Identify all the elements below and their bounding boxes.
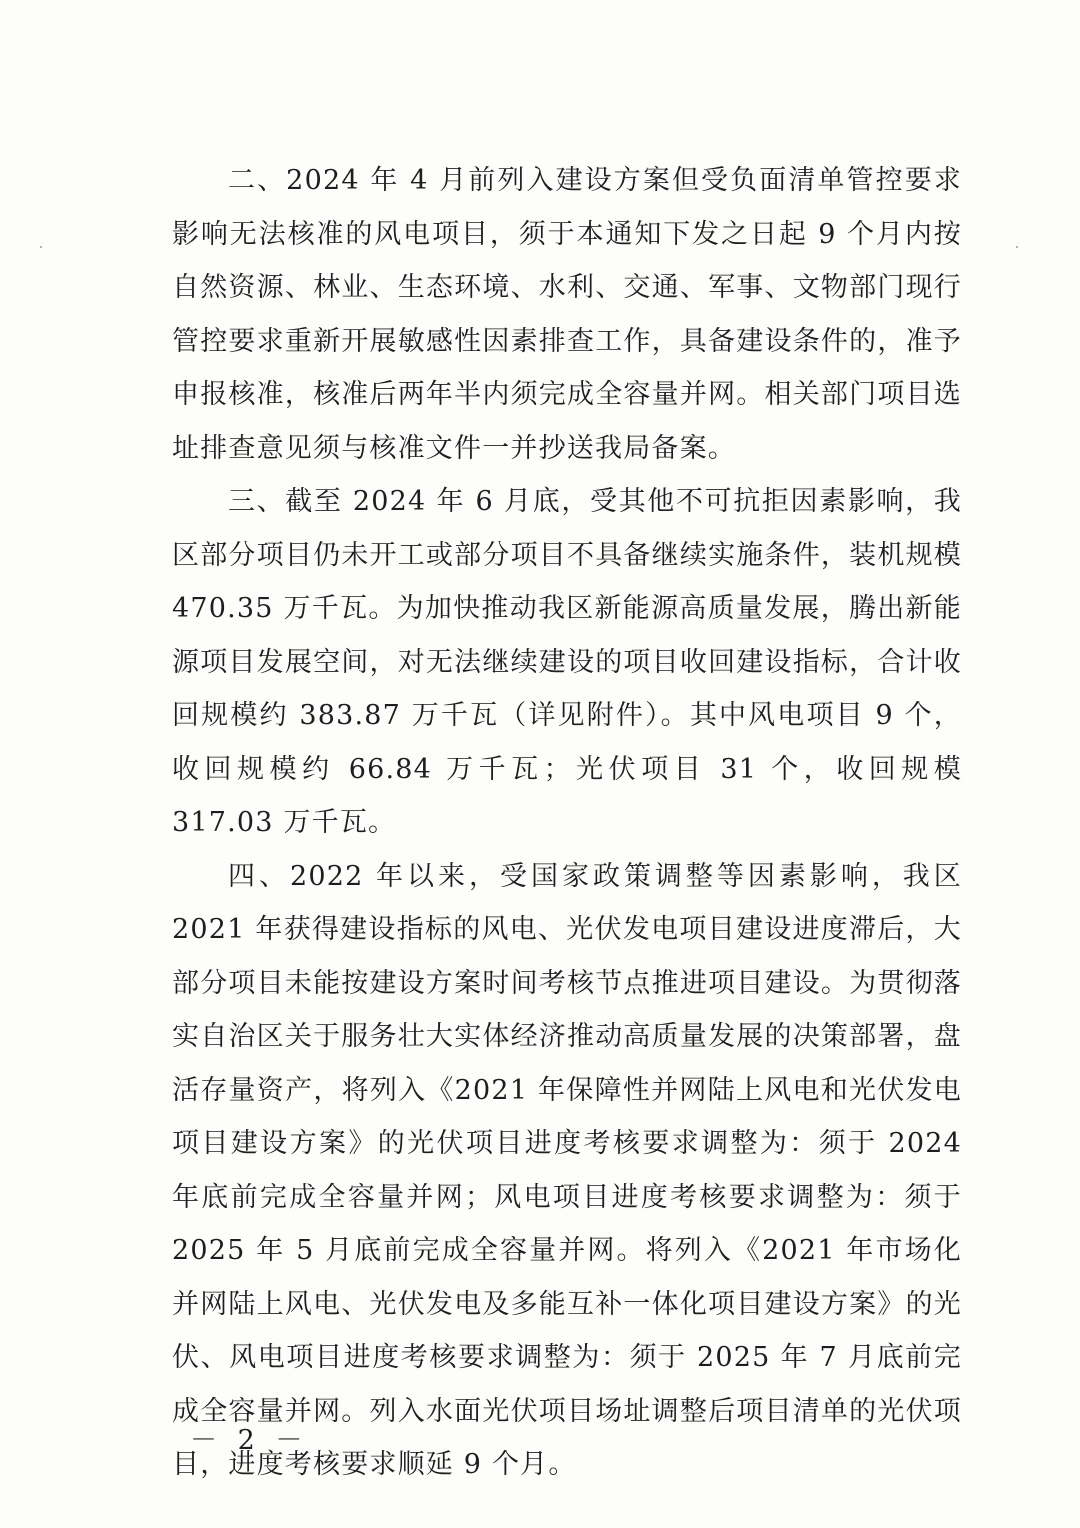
paragraph-three: 三、截至 2024 年 6 月底，受其他不可抗拒因素影响，我区部分项目仍未开工或部分项目不具备继续实施条件，装机规模 470.35 万千瓦。为加快推动我区新能源高质量发展，腾出新能源项目发展空间，对无法继续建设的项目收回建设指标，合计收回规模约 383.87 万千瓦（详见附件）。其中风电项目 9 个，收回规模约 66.84 万千瓦；光伏项目 31 个，收回规模 317.03 万千瓦。 xyxy=(172,486,962,838)
paragraph-two: 二、2024 年 4 月前列入建设方案但受负面清单管控要求影响无法核准的风电项目，须于本通知下发之日起 9 个月内按自然资源、林业、生态环境、水利、交通、军事、文物部门现行管控要求重新开展敏感性因素排查工作，具备建设条件的，准予申报核准，核准后两年半内须完成全容量并网。相关部门项目选址排查意见须与核准文件一并抄送我局备案。 xyxy=(172,165,962,464)
page-number: － 2 － xyxy=(190,1425,309,1456)
scan-speck xyxy=(1016,246,1018,248)
paragraph-four: 四、2022 年以来，受国家政策调整等因素影响，我区 2021 年获得建设指标的风电、光伏发电项目建设进度滞后，大部分项目未能按建设方案时间考核节点推进项目建设。为贯彻落实自治区关于服务壮大实体经济推动高质量发展的决策部署，盘活存量资产，将列入《2021 年保障性并网陆上风电和光伏发电项目建设方案》的光伏项目进度考核要求调整为：须于 2024 年底前完成全容量并网；风电项目进度考核要求调整为：须于 2025 年 5 月底前完成全容量并网。将列入《2021 年市场化并网陆上风电、光伏发电及多能互补一体化项目建设方案》的光伏、风电项目进度考核要求调整为：须于 2025 年 7 月底前完成全容量并网。列入水面光伏项目场址调整后项目清单的光伏项目，进度考核要求顺延 9 个月。 xyxy=(172,860,962,1480)
scan-speck xyxy=(40,246,42,248)
document-body xyxy=(172,154,962,1492)
